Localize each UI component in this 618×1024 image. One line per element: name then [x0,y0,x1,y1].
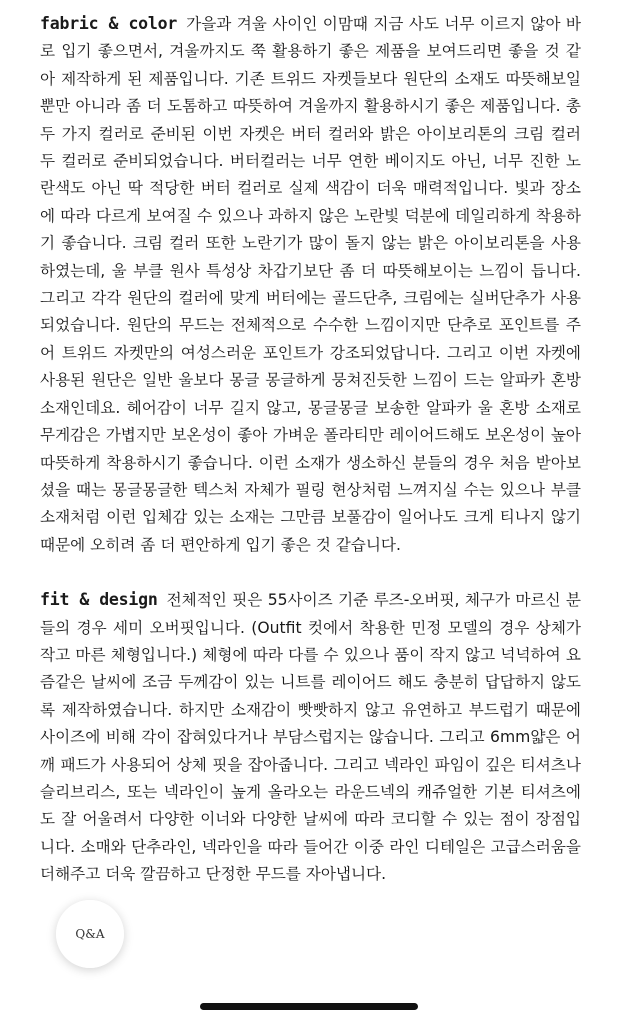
fabric-color-section [40,10,581,559]
qa-button-label: Q&A [75,927,105,941]
qa-floating-button[interactable] [56,900,124,968]
section-body-fabric-color: 가을과 겨울 사이인 이맘때 지금 사도 너무 이르지 않아 바로 입기 좋으면서, 겨울까지도 쭉 활용하기 좋은 제품을 보여드리면 좋을 것 같아 제작하게 된 제품입니다. 기존 트위드 자켓들보다 원단의 소재도 따뜻해보일 뿐만 아니라 좀 더 도톰하고 따뜻하여 겨울까지 활용하시기 좋은 제품입니다. 총 두 가지 컬러로 준비된 이번 자켓은 버터 컬러와 밝은 아이보리톤의 크림 컬러 두 컬러로 준비되었습니다. 버터컬러는 너무 연한 베이지도 아닌, 너무 진한 노란색도 아닌 딱 적당한 버터 컬러로 실제 색감이 더욱 매력적입니다. 빛과 장소에 따라 다르게 보여질 수 있으나 과하지 않은 노란빛 덕분에 데일리하게 착용하기 좋습니다. 크림 컬러 또한 노란기가 많이 돌지 않는 밝은 아이보리톤을 사용하였는데, 울 부클 원사 특성상 차갑기보단 좀 더 따뜻해보이는 느낌이 듭니다. 그리고 각각 원단의 컬러에 맞게 버터에는 골드단추, 크림에는 실버단추가 사용되었습니다. 원단의 무드는 전체적으로 수수한 느낌이지만 단추로 포인트를 주어 트위드 자켓만의 여성스러운 포인트가 강조되었답니다. 그리고 이번 자켓에 사용된 원단은 일반 울보다 몽글 몽글하게 뭉쳐진듯한 느낌이 드는 알파카 혼방 소재인데요. 헤어감이 너무 길지 않고, 몽글몽글 보송한 알파카 울 혼방 소재로 무게감은 가볍지만 보온성이 좋아 가벼운 폴라티만 레이어드해도 보온성이 높아 따뜻하게 착용하시기 좋습니다. 이런 소재가 생소하신 분들의 경우 처음 받아보셨을 때는 몽글몽글한 텍스처 자체가 필링 현상처럼 느껴지실 수는 있으나 부클 소재처럼 이런 입체감 있는 소재는 그만큼 보풀감이 일어나도 크게 티나지 않기 때문에 오히려 좀 더 편안하게 입기 좋은 것 같습니다. [40,15,581,554]
fit-design-section [40,586,581,888]
section-heading-fabric-color: fabric & color [40,14,178,33]
section-body-fit-design: 전체적인 핏은 55사이즈 기준 루즈-오버핏, 체구가 마르신 분들의 경우 세미 오버핏입니다. (Outfit 컷에서 착용한 민정 모델의 경우 상체가 작고 마른 체형입니다.) 체형에 따라 다를 수 있으나 품이 작지 않고 넉넉하여 요즘같은 날씨에 조금 두께감이 있는 니트를 레이어드 해도 충분히 답답하지 않도록 제작하였습니다. 하지만 소재감이 빳빳하지 않고 유연하고 부드럽기 때문에 사이즈에 비해 각이 잡혀있다거나 부담스럽지는 않습니다. 그리고 6mm얇은 어깨 패드가 사용되어 상체 핏을 잡아줍니다. 그리고 넥라인 파임이 깊은 티셔츠나 슬리브리스, 또는 넥라인이 높게 올라오는 라운드넥의 캐쥬얼한 기본 티셔츠에도 잘 어울려서 다양한 이너와 다양한 날씨에 따라 코디할 수 있는 점이 장점입니다. 소매와 단추라인, 넥라인을 따라 들어간 이중 라인 디테일은 고급스러움을 더해주고 더욱 깔끔하고 단정한 무드를 자아냅니다. [40,591,581,884]
product-description [40,10,581,889]
home-indicator[interactable] [200,1003,418,1010]
section-heading-fit-design: fit & design [40,590,158,610]
